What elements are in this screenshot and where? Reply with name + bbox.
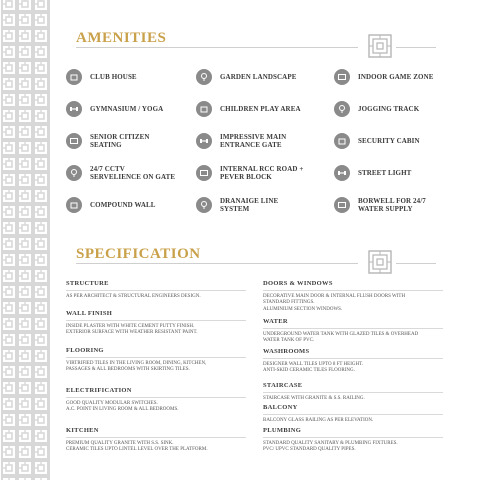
gym-icon (66, 101, 82, 117)
specification-divider-end (396, 263, 436, 264)
amenities-divider (76, 47, 358, 48)
spec-description: STANDARD QUALITY SANITARY & PLUMBING FIXTURES. PVC/ UPVC STANDARD QUALITY PIPES. (263, 441, 398, 453)
spec-title: ELECTRIFICATION (66, 387, 246, 398)
spec-title: PLUMBING (263, 427, 443, 438)
spec-item (263, 318, 443, 345)
spec-description: VIRTRIFIED TILES IN THE LIVING ROOM, DINING, KITCHEN, PASSAGES & ALL BEDROOMS WITH SKIRTING TILES. (66, 361, 207, 373)
spec-item (66, 280, 246, 300)
drainage-icon (196, 197, 212, 213)
amenity-item (334, 101, 419, 117)
amenity-label: INTERNAL RCC ROAD + PEVER BLOCK (220, 165, 304, 181)
spec-description: DECORATIVE MAIN DOOR & INTERNAL FLUSH DOORS WITH STANDARD FITTINGS. ALUMINIUM SECTION WINDOWS. (263, 294, 406, 312)
spec-title: DOORS & WINDOWS (263, 280, 443, 291)
spec-item (66, 347, 246, 374)
lattice-border (0, 0, 50, 480)
spec-title: FLOORING (66, 347, 246, 358)
spec-item (263, 348, 443, 375)
amenity-label: INDOOR GAME ZONE (358, 73, 434, 81)
specification-divider (76, 263, 358, 264)
seating-icon (66, 133, 82, 149)
amenity-label: CLUB HOUSE (90, 73, 137, 81)
amenity-item (196, 133, 286, 149)
spec-title: KITCHEN (66, 427, 246, 438)
spec-description: STAIRCASE WITH GRANITE & S.S. RAILING. (263, 396, 365, 401)
spec-description: GOOD QUALITY MODULAR SWITCHES. A.C. POINT IN LIVING ROOM & ALL BEDROOMS. (66, 401, 179, 413)
spec-title: WASHROOMS (263, 348, 443, 359)
play-area-icon (196, 101, 212, 117)
spec-description: DESIGNER WALL TILES UPTO 8 FT HEIGHT. ANTI-SKID CERAMIC TILES FLOORING. (263, 362, 364, 374)
spec-description: UNDERGROUND WATER TANK WITH GLAZED TILES & OVERHEAD WATER TANK OF PVC. (263, 332, 419, 344)
amenity-item (66, 133, 150, 149)
amenity-item (334, 133, 420, 149)
spec-description: INSIDE PLASTER WITH WHITE CEMENT PUTTY FINISH. EXTERIOR SURFACE WITH WEATHER RESISTANT PAINT. (66, 324, 198, 336)
amenity-item (196, 101, 301, 117)
spec-description: BALCONY GLASS RAILING AS PER ELEVATION. (263, 418, 374, 423)
wall-icon (66, 197, 82, 213)
lattice-emblem-icon (368, 34, 392, 58)
amenity-label: GARDEN LANDSCAPE (220, 73, 297, 81)
road-icon (196, 165, 212, 181)
garden-icon (196, 69, 212, 85)
spec-item (66, 427, 246, 454)
amenity-item (334, 165, 411, 181)
amenity-item (66, 197, 156, 213)
amenity-item (66, 69, 137, 85)
gate-icon (196, 133, 212, 149)
spec-item (66, 387, 246, 414)
amenity-item (334, 69, 434, 85)
amenity-label: IMPRESSIVE MAIN ENTRANCE GATE (220, 133, 287, 149)
amenity-label: CHILDREN PLAY AREA (220, 105, 301, 113)
spec-item (66, 310, 246, 337)
amenity-item (66, 101, 163, 117)
cctv-icon (66, 165, 82, 181)
spec-title: STRUCTURE (66, 280, 246, 291)
amenity-item (196, 197, 278, 213)
specification-heading: SPECIFICATION (76, 246, 201, 262)
spec-title: WATER (263, 318, 443, 329)
spec-title: BALCONY (263, 404, 443, 415)
amenity-item (66, 165, 175, 181)
club-house-icon (66, 69, 82, 85)
amenity-label: SECURITY CABIN (358, 137, 420, 145)
spec-item (263, 280, 443, 313)
jogging-icon (334, 101, 350, 117)
street-light-icon (334, 165, 350, 181)
spec-item (263, 427, 443, 454)
borewell-icon (334, 197, 350, 213)
spec-description: PREMIUM QUALITY GRANITE WITH S.S. SINK. CERAMIC TILES UPTO LINTEL LEVEL OVER THE PLATFORM. (66, 441, 208, 453)
amenity-label: 24/7 CCTV SERVELIENCE ON GATE (90, 165, 176, 181)
amenity-label: SENIOR CITIZEN SEATING (90, 133, 150, 149)
amenities-heading: AMENITIES (76, 30, 167, 46)
spec-item (263, 382, 443, 402)
spec-item (263, 404, 443, 424)
amenity-item (334, 197, 426, 213)
game-zone-icon (334, 69, 350, 85)
amenity-label: DRANAIGE LINE SYSTEM (220, 197, 279, 213)
amenity-label: JOGGING TRACK (358, 105, 420, 113)
security-icon (334, 133, 350, 149)
lattice-emblem-icon (368, 250, 392, 274)
amenity-item (196, 69, 296, 85)
amenity-label: BORWELL FOR 24/7 WATER SUPPLY (358, 197, 426, 213)
amenity-label: COMPOUND WALL (90, 201, 156, 209)
spec-description: AS PER ARCHITECT & STRUCTURAL ENGINEERS DESIGN. (66, 294, 201, 299)
amenity-label: GYMNASIUM / YOGA (90, 105, 164, 113)
amenity-label: STREET LIGHT (358, 169, 412, 177)
spec-title: WALL FINISH (66, 310, 246, 321)
amenities-divider-end (396, 47, 436, 48)
amenity-item (196, 165, 303, 181)
spec-title: STAIRCASE (263, 382, 443, 393)
